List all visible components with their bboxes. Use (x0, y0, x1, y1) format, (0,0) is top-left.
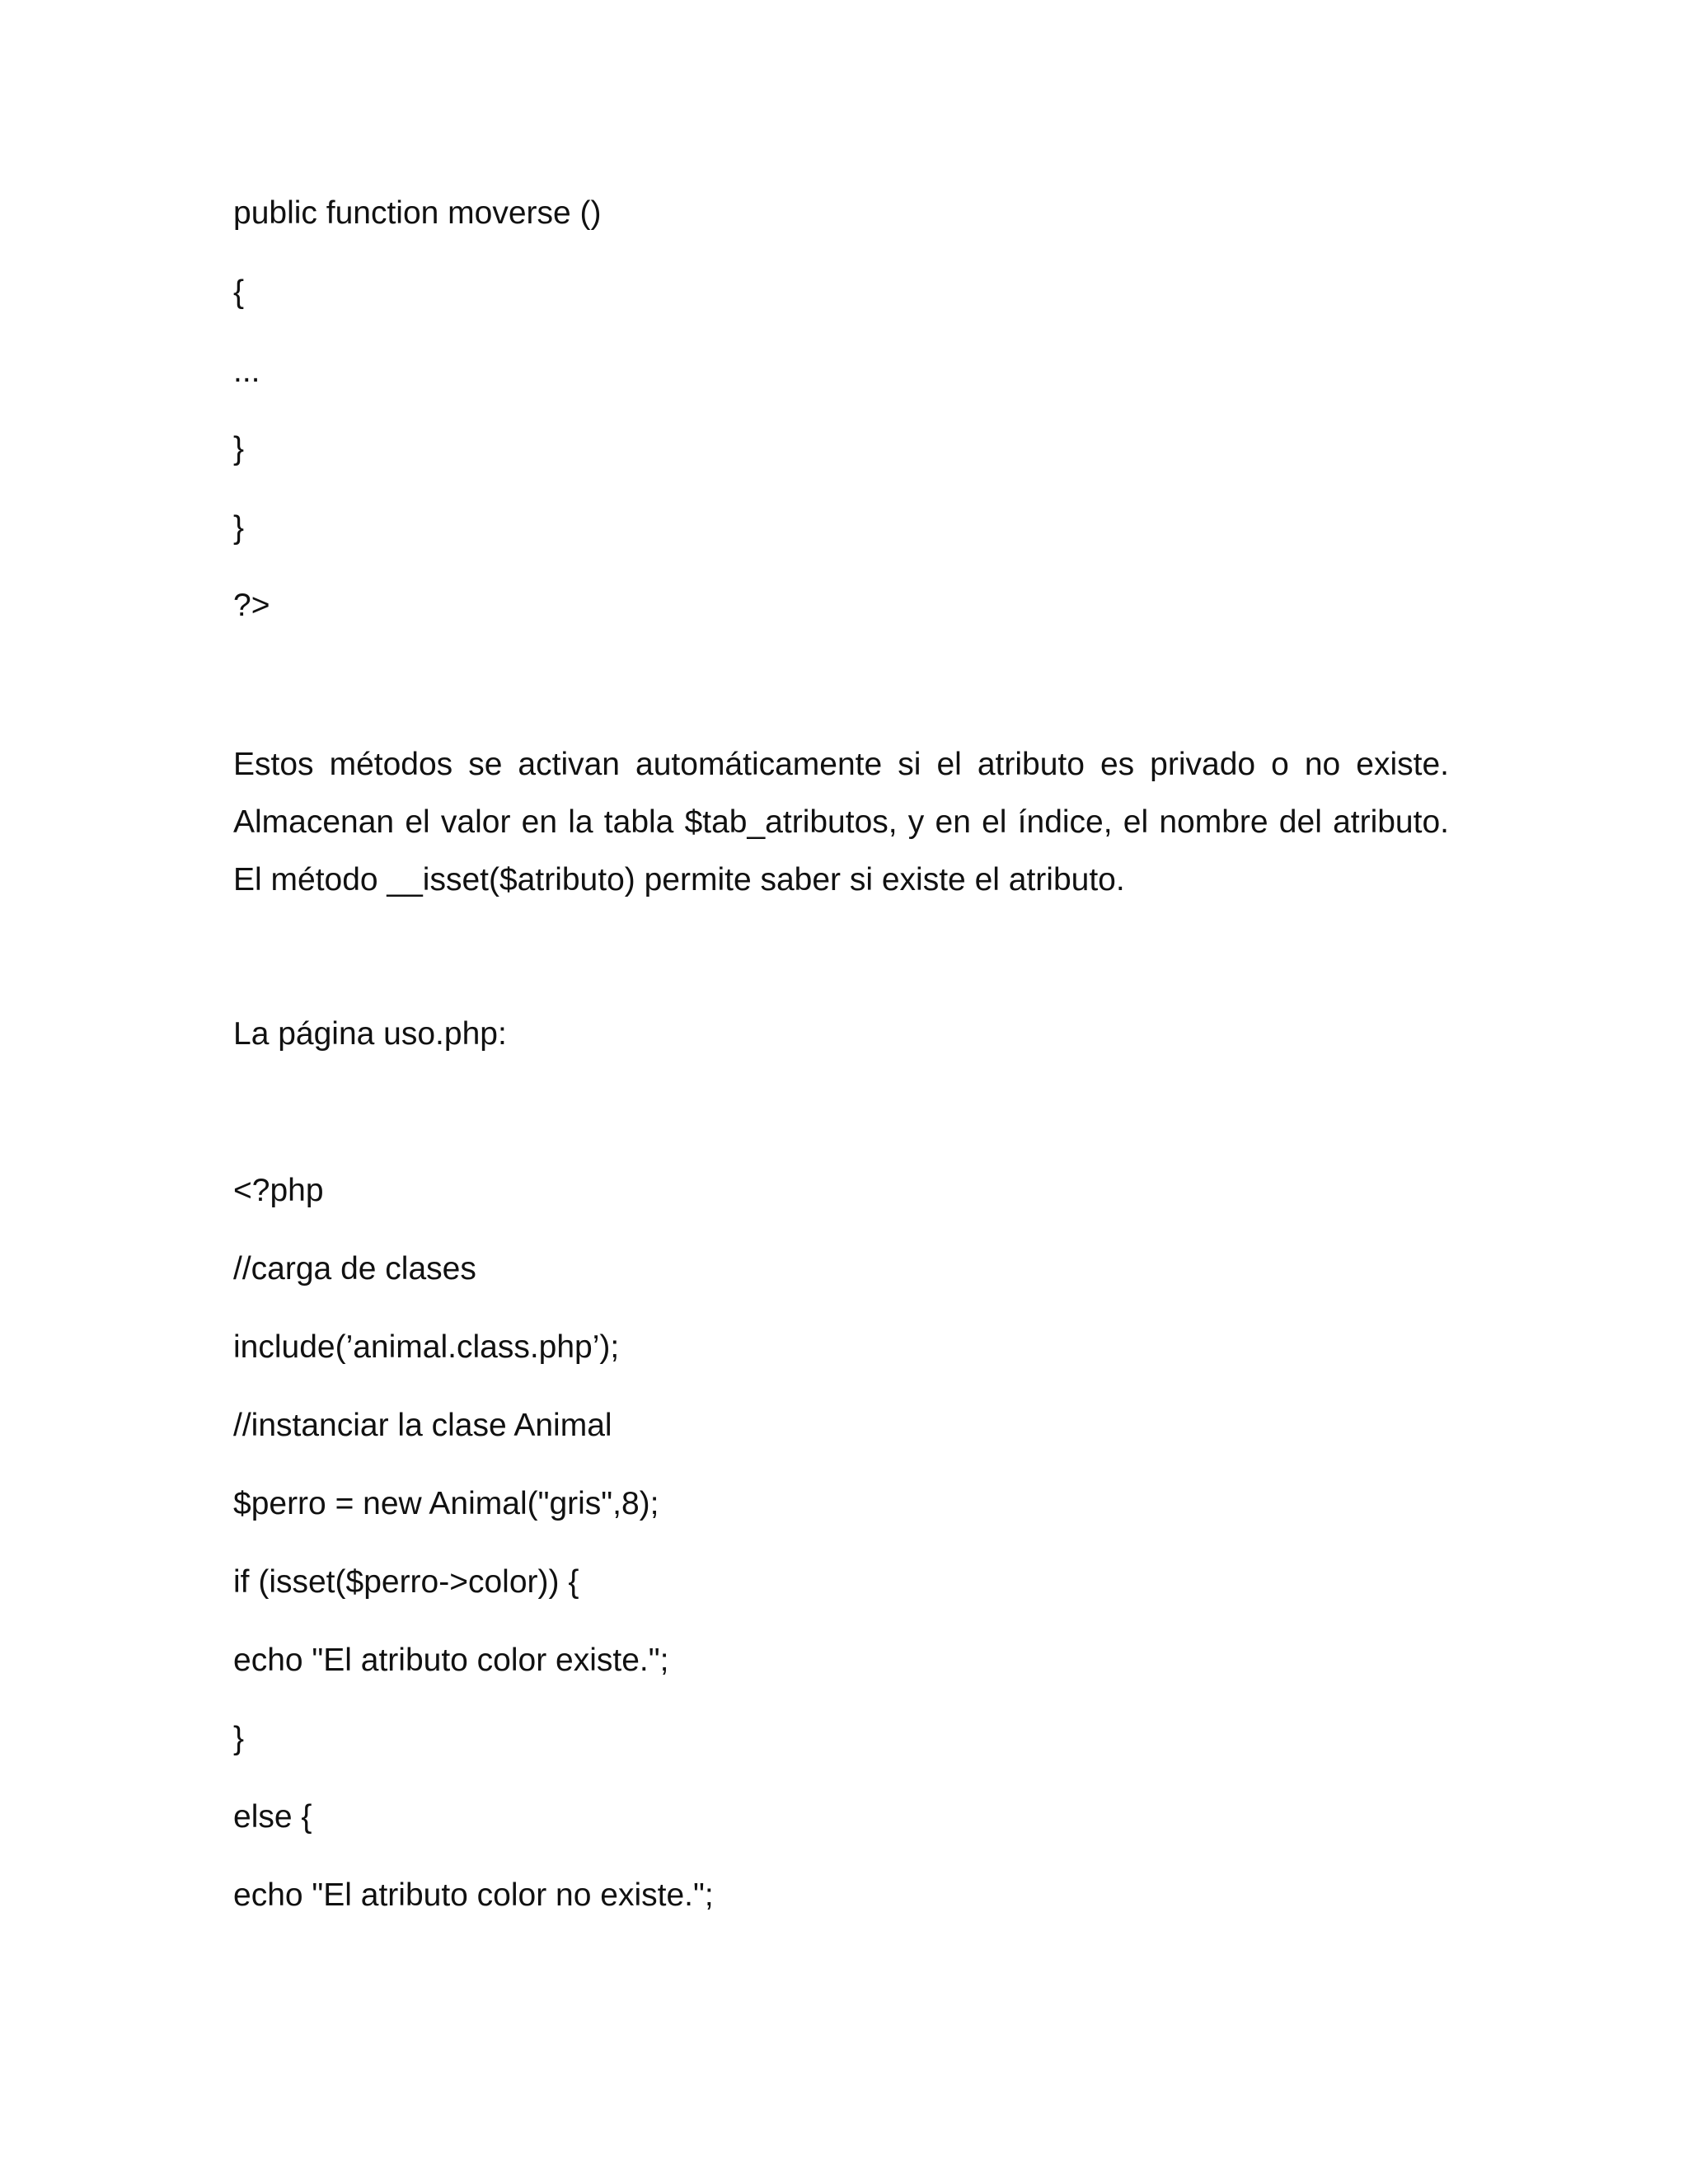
paragraph-line: El método __isset($atributo) permite saber si existe el atributo. (233, 862, 1125, 898)
paragraph-line: Almacenan el valor en la tabla $tab_atributos, y en el índice, el nombre del atributo. (233, 804, 1449, 840)
code-line: } (233, 1721, 245, 1756)
code-line: } (233, 431, 245, 466)
code-line: else { (233, 1799, 312, 1835)
code-line: echo "El atributo color existe."; (233, 1643, 669, 1678)
paragraph-line: Estos métodos se activan automáticamente si el atributo es privado o no existe. (233, 747, 1449, 782)
section-label: La página uso.php: (233, 1016, 507, 1052)
code-line: } (233, 510, 245, 546)
code-line: //instanciar la clase Animal (233, 1408, 612, 1443)
code-line: include(’animal.class.php’); (233, 1329, 620, 1365)
code-line: <?php (233, 1173, 324, 1208)
code-line: //carga de clases (233, 1251, 476, 1286)
code-line: $perro = new Animal("gris",8); (233, 1486, 659, 1521)
code-line: ?> (233, 588, 270, 623)
code-line: public function moverse () (233, 195, 602, 231)
code-line: { (233, 274, 245, 310)
code-line: if (isset($perro->color)) { (233, 1564, 579, 1600)
code-line: ... (233, 354, 260, 389)
explanation-paragraph (233, 736, 1449, 909)
code-line: echo "El atributo color no existe."; (233, 1877, 714, 1913)
